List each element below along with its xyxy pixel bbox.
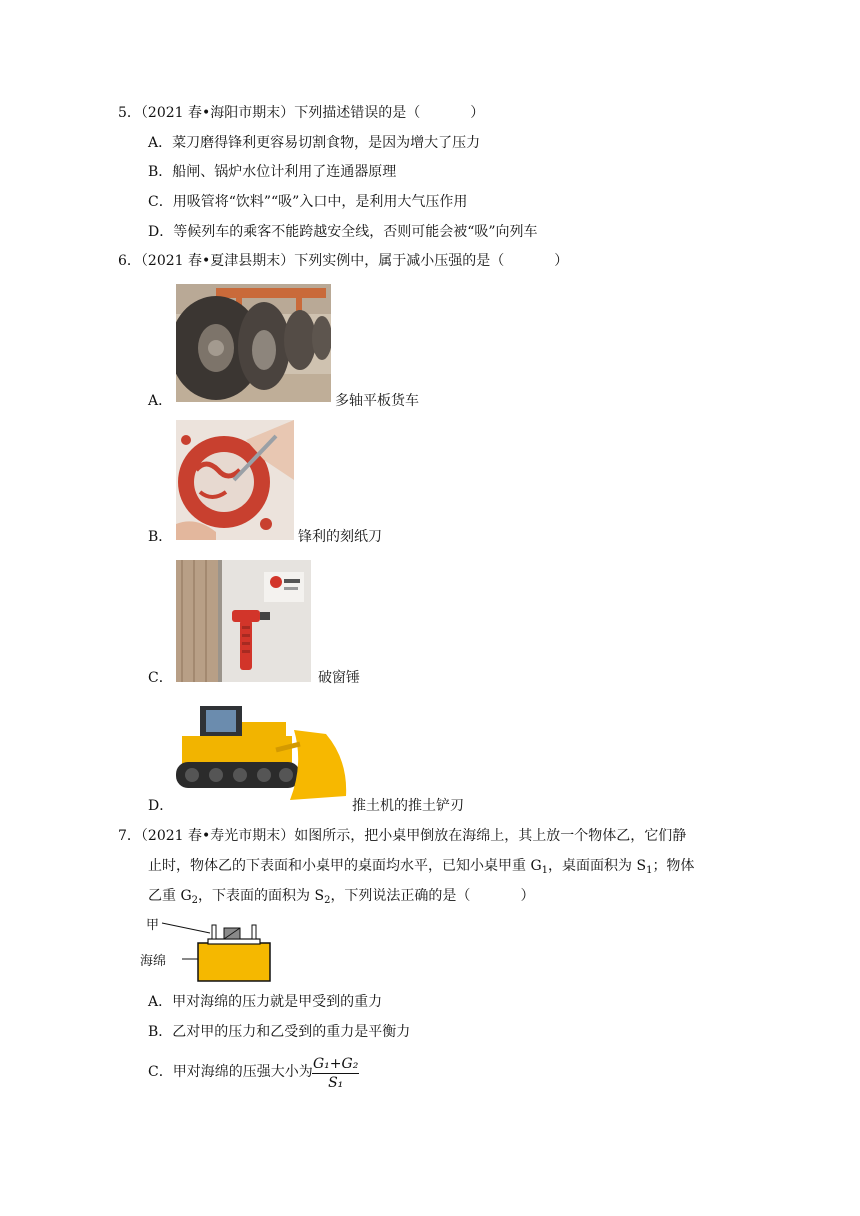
q7-paren: ） [520, 888, 535, 904]
q6-option-a-letter: A． [148, 393, 173, 409]
q7-l2-sub2: 1 [646, 865, 653, 876]
q6-option-c-caption: 破窗锤 [318, 670, 360, 686]
q6-paren: ） [554, 253, 569, 269]
q7-option-a: A．甲对海绵的压力就是甲受到的重力 [148, 994, 383, 1010]
label-sponge: 海绵 [140, 954, 167, 969]
q7-l2-e: ；物体 [652, 858, 695, 874]
q6-stem [118, 251, 568, 271]
q7-l3-sub1: 2 [191, 895, 199, 906]
q7-l2-c: ，桌面面积为 S [548, 858, 647, 874]
q5-option-b: B．船闸、锅炉水位计利用了连通器原理 [148, 164, 397, 180]
formula-denominator: S₁ [328, 1075, 344, 1091]
q7-option-c: C．甲对海绵的压强大小为 [148, 1064, 313, 1080]
q7-l3-a: 乙重 G [148, 888, 192, 904]
q6-option-c-letter: C． [148, 670, 173, 686]
q5-stem-text: 5．（2021 春•海阳市期末）下列描述错误的是（ [118, 105, 421, 121]
q7-l2-a: 止时，物体乙的下表面和小桌甲的桌面均水平，已知小桌甲重 G [148, 858, 542, 874]
q7-stem-line2 [148, 856, 694, 876]
sponge-table-figure [138, 913, 278, 985]
truck-wheels-photo [176, 284, 331, 402]
q5-option-c: C．用吸管将“饮料”“吸”入口中，是利用大气压作用 [148, 194, 468, 210]
q7-l2-sub1: 1 [541, 865, 549, 876]
q6-option-d-caption: 推土机的推土铲刃 [352, 798, 464, 814]
q5-stem [118, 103, 484, 123]
q5-paren: ） [470, 105, 485, 121]
q7-l3-sub2: 2 [324, 895, 331, 906]
pressure-formula [312, 1055, 359, 1092]
q5-option-a: A．菜刀磨得锋利更容易切割食物，是因为增大了压力 [148, 135, 481, 151]
q7-l3-c: ，下表面的面积为 S [198, 888, 325, 904]
q6-option-a-caption: 多轴平板货车 [335, 393, 419, 409]
q6-stem-text: 6．（2021 春•夏津县期末）下列实例中，属于减小压强的是（ [118, 253, 505, 269]
q6-option-b-caption: 锋利的刻纸刀 [298, 529, 382, 545]
q7-stem-line1: 7．（2021 春•寿光市期末）如图所示，把小桌甲倒放在海绵上，其上放一个物体乙，它们静 [118, 828, 687, 844]
q6-option-b-letter: B． [148, 529, 173, 545]
label-jia: 甲 [146, 918, 160, 933]
q5-option-d: D．等候列车的乘客不能跨越安全线，否则可能会被“吸”向列车 [148, 224, 538, 240]
formula-numerator: G₁+G₂ [313, 1056, 359, 1072]
q7-stem-line3 [148, 886, 534, 906]
emergency-hammer-photo [176, 560, 311, 682]
bulldozer-photo [176, 700, 350, 806]
q6-option-d-letter: D． [148, 798, 174, 814]
q7-l3-e: ，下列说法正确的是（ [330, 888, 471, 904]
q7-option-b: B．乙对甲的压力和乙受到的重力是平衡力 [148, 1024, 411, 1040]
paper-cutting-knife-photo [176, 420, 294, 540]
